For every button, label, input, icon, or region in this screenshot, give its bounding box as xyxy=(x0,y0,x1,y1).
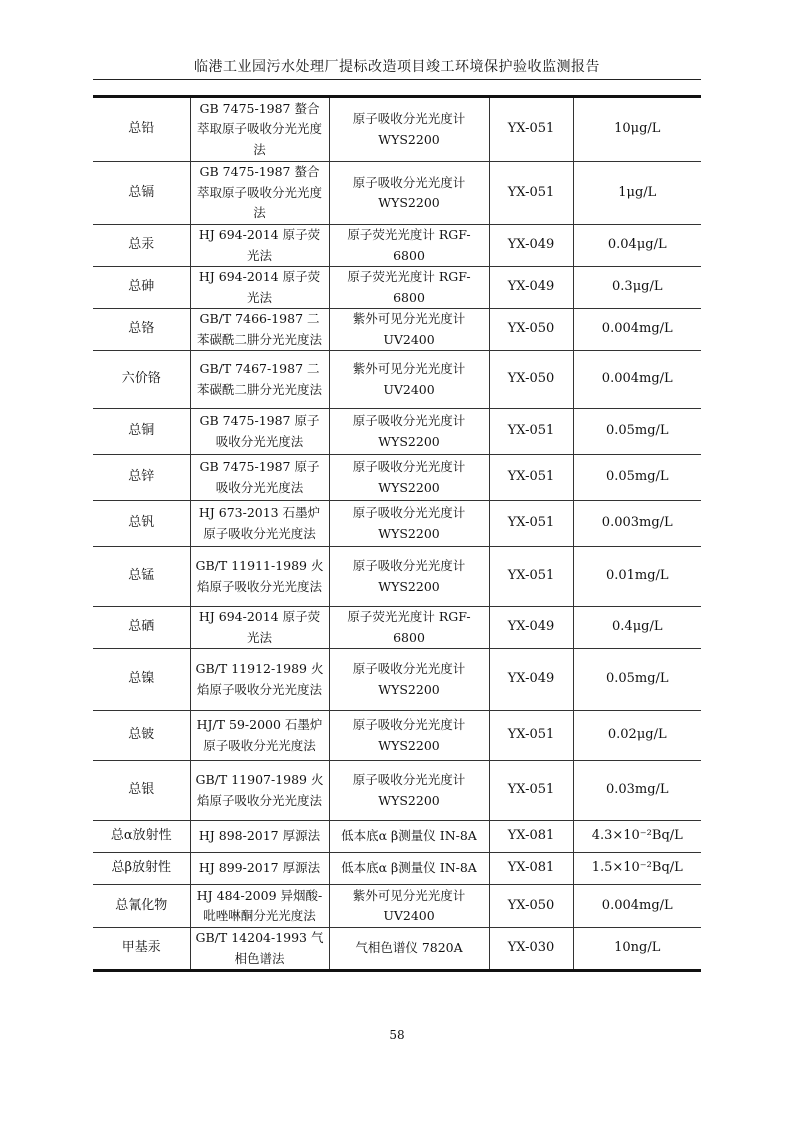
detection-limit-cell: 0.05mg/L xyxy=(573,649,701,711)
test-item-cell: 总铅 xyxy=(93,97,190,162)
table-row xyxy=(93,761,701,821)
instrument-cell: 紫外可见分光光度计 UV2400 xyxy=(329,351,489,409)
table-row xyxy=(93,821,701,853)
instrument-code-cell: YX-081 xyxy=(489,853,573,885)
instrument-cell: 原子吸收分光光度计 WYS2200 xyxy=(329,409,489,455)
analysis-method-cell: GB 7475-1987 螯合萃取原子吸收分光光度法 xyxy=(190,162,329,225)
analysis-method-cell: HJ 694-2014 原子荧光法 xyxy=(190,267,329,309)
instrument-code-cell: YX-051 xyxy=(489,97,573,162)
analysis-method-cell: GB/T 11912-1989 火焰原子吸收分光光度法 xyxy=(190,649,329,711)
report-header-title: 临港工业园污水处理厂提标改造项目竣工环境保护验收监测报告 xyxy=(194,59,600,75)
detection-limit-cell: 0.05mg/L xyxy=(573,455,701,501)
table-row xyxy=(93,97,701,162)
test-item-cell: 总硒 xyxy=(93,607,190,649)
instrument-cell: 原子吸收分光光度计 WYS2200 xyxy=(329,649,489,711)
test-item-cell: 总铍 xyxy=(93,711,190,761)
instrument-cell: 原子吸收分光光度计 WYS2200 xyxy=(329,761,489,821)
test-item-cell: 总氰化物 xyxy=(93,885,190,928)
instrument-cell: 原子荧光光度计 RGF-6800 xyxy=(329,267,489,309)
detection-limit-cell: 0.02μg/L xyxy=(573,711,701,761)
test-item-cell: 总锰 xyxy=(93,547,190,607)
table-row xyxy=(93,885,701,928)
detection-limit-cell: 4.3×10⁻²Bq/L xyxy=(573,821,701,853)
instrument-cell: 原子吸收分光光度计 WYS2200 xyxy=(329,97,489,162)
analysis-method-cell: HJ 673-2013 石墨炉原子吸收分光光度法 xyxy=(190,501,329,547)
page-number: 58 xyxy=(389,1028,405,1042)
test-item-cell: 总镉 xyxy=(93,162,190,225)
test-item-cell: 总锌 xyxy=(93,455,190,501)
table-row xyxy=(93,711,701,761)
analysis-method-cell: HJ 484-2009 异烟酸-吡唑啉酮分光光度法 xyxy=(190,885,329,928)
instrument-code-cell: YX-051 xyxy=(489,761,573,821)
monitoring-methods-table xyxy=(93,95,701,972)
detection-limit-cell: 0.3μg/L xyxy=(573,267,701,309)
instrument-cell: 紫外可见分光光度计 UV2400 xyxy=(329,885,489,928)
table-row xyxy=(93,607,701,649)
instrument-cell: 原子吸收分光光度计 WYS2200 xyxy=(329,162,489,225)
detection-limit-cell: 0.05mg/L xyxy=(573,409,701,455)
table-row xyxy=(93,455,701,501)
test-item-cell: 总砷 xyxy=(93,267,190,309)
analysis-method-cell: GB/T 14204-1993 气相色谱法 xyxy=(190,928,329,971)
detection-limit-cell: 0.004mg/L xyxy=(573,309,701,351)
instrument-code-cell: YX-050 xyxy=(489,885,573,928)
analysis-method-cell: HJ 899-2017 厚源法 xyxy=(190,853,329,885)
instrument-code-cell: YX-030 xyxy=(489,928,573,971)
table-row xyxy=(93,547,701,607)
instrument-code-cell: YX-051 xyxy=(489,409,573,455)
instrument-code-cell: YX-050 xyxy=(489,309,573,351)
instrument-cell: 气相色谱仪 7820A xyxy=(329,928,489,971)
table-row xyxy=(93,225,701,267)
instrument-cell: 原子吸收分光光度计 WYS2200 xyxy=(329,547,489,607)
table-row xyxy=(93,309,701,351)
instrument-code-cell: YX-050 xyxy=(489,351,573,409)
analysis-method-cell: GB 7475-1987 原子吸收分光光度法 xyxy=(190,455,329,501)
instrument-code-cell: YX-049 xyxy=(489,225,573,267)
detection-limit-cell: 10ng/L xyxy=(573,928,701,971)
table-row xyxy=(93,267,701,309)
analysis-method-cell: GB/T 11907-1989 火焰原子吸收分光光度法 xyxy=(190,761,329,821)
detection-limit-cell: 0.003mg/L xyxy=(573,501,701,547)
instrument-code-cell: YX-049 xyxy=(489,267,573,309)
detection-limit-cell: 0.03mg/L xyxy=(573,761,701,821)
analysis-method-cell: GB/T 7467-1987 二苯碳酰二肼分光光度法 xyxy=(190,351,329,409)
instrument-code-cell: YX-051 xyxy=(489,162,573,225)
test-item-cell: 六价铬 xyxy=(93,351,190,409)
instrument-code-cell: YX-051 xyxy=(489,711,573,761)
test-item-cell: 总α放射性 xyxy=(93,821,190,853)
analysis-method-cell: GB 7475-1987 螯合萃取原子吸收分光光度法 xyxy=(190,97,329,162)
analysis-method-cell: GB/T 11911-1989 火焰原子吸收分光光度法 xyxy=(190,547,329,607)
analysis-method-cell: HJ 694-2014 原子荧光法 xyxy=(190,225,329,267)
detection-limit-cell: 0.04μg/L xyxy=(573,225,701,267)
test-item-cell: 总银 xyxy=(93,761,190,821)
analysis-method-cell: HJ/T 59-2000 石墨炉原子吸收分光光度法 xyxy=(190,711,329,761)
detection-limit-cell: 10μg/L xyxy=(573,97,701,162)
test-item-cell: 总汞 xyxy=(93,225,190,267)
instrument-cell: 低本底α β测量仪 IN-8A xyxy=(329,821,489,853)
instrument-code-cell: YX-049 xyxy=(489,607,573,649)
instrument-cell: 紫外可见分光光度计 UV2400 xyxy=(329,309,489,351)
table-row xyxy=(93,501,701,547)
instrument-cell: 原子吸收分光光度计 WYS2200 xyxy=(329,455,489,501)
instrument-code-cell: YX-051 xyxy=(489,547,573,607)
test-item-cell: 总镍 xyxy=(93,649,190,711)
instrument-cell: 原子吸收分光光度计 WYS2200 xyxy=(329,501,489,547)
table-row xyxy=(93,649,701,711)
instrument-cell: 原子吸收分光光度计 WYS2200 xyxy=(329,711,489,761)
analysis-method-cell: GB/T 7466-1987 二苯碳酰二肼分光光度法 xyxy=(190,309,329,351)
detection-limit-cell: 0.004mg/L xyxy=(573,351,701,409)
analysis-method-cell: HJ 898-2017 厚源法 xyxy=(190,821,329,853)
test-item-cell: 甲基汞 xyxy=(93,928,190,971)
instrument-cell: 原子荧光光度计 RGF-6800 xyxy=(329,607,489,649)
instrument-code-cell: YX-051 xyxy=(489,455,573,501)
detection-limit-cell: 0.01mg/L xyxy=(573,547,701,607)
table-row xyxy=(93,409,701,455)
analysis-method-cell: GB 7475-1987 原子吸收分光光度法 xyxy=(190,409,329,455)
table-row xyxy=(93,928,701,971)
instrument-cell: 低本底α β测量仪 IN-8A xyxy=(329,853,489,885)
test-item-cell: 总铬 xyxy=(93,309,190,351)
table-row xyxy=(93,351,701,409)
table-row xyxy=(93,162,701,225)
analysis-method-cell: HJ 694-2014 原子荧光法 xyxy=(190,607,329,649)
detection-limit-cell: 1μg/L xyxy=(573,162,701,225)
instrument-cell: 原子荧光光度计 RGF-6800 xyxy=(329,225,489,267)
detection-limit-cell: 0.004mg/L xyxy=(573,885,701,928)
test-item-cell: 总β放射性 xyxy=(93,853,190,885)
instrument-code-cell: YX-049 xyxy=(489,649,573,711)
instrument-code-cell: YX-081 xyxy=(489,821,573,853)
detection-limit-cell: 0.4μg/L xyxy=(573,607,701,649)
table-row xyxy=(93,853,701,885)
header-rule xyxy=(93,79,701,80)
detection-limit-cell: 1.5×10⁻²Bq/L xyxy=(573,853,701,885)
test-item-cell: 总钒 xyxy=(93,501,190,547)
test-item-cell: 总铜 xyxy=(93,409,190,455)
instrument-code-cell: YX-051 xyxy=(489,501,573,547)
